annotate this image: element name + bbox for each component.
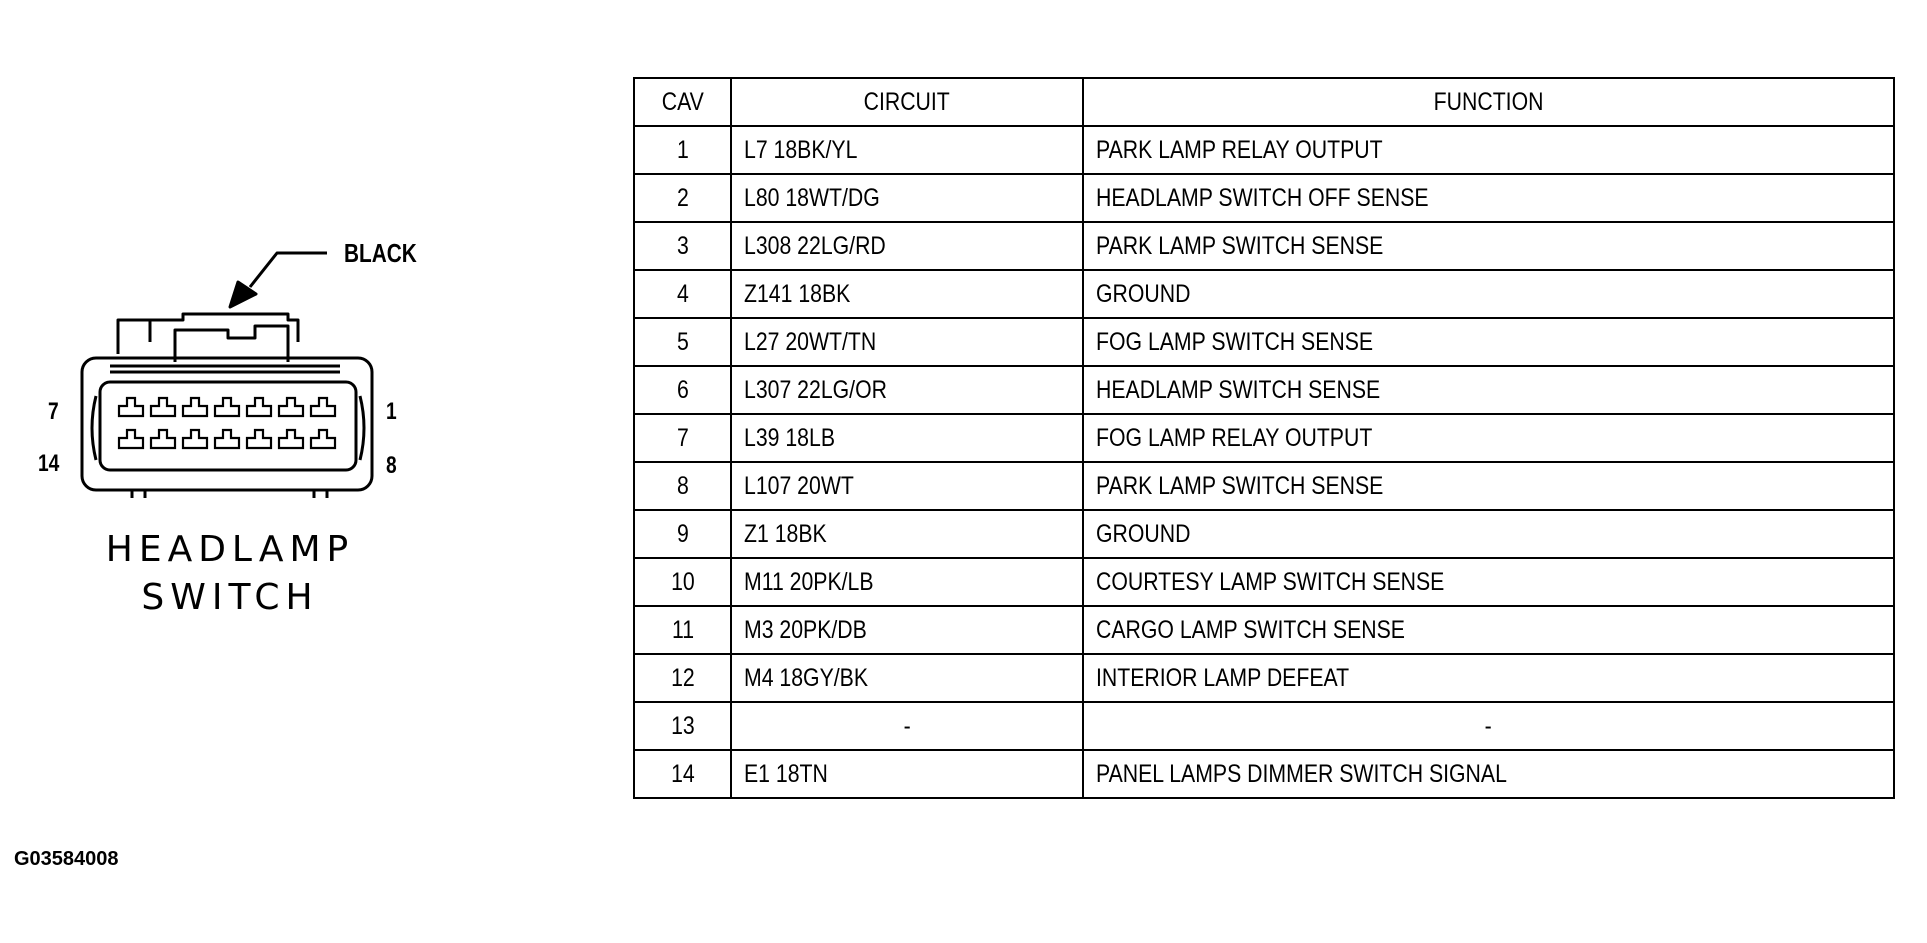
function-cell: PARK LAMP RELAY OUTPUT [1083, 126, 1894, 174]
connector-name-line2: SWITCH [141, 577, 319, 618]
cav-cell: 5 [634, 318, 731, 366]
table-row [634, 318, 1894, 366]
function-cell: HEADLAMP SWITCH OFF SENSE [1083, 174, 1894, 222]
function-cell: PARK LAMP SWITCH SENSE [1083, 462, 1894, 510]
cav-cell: 14 [634, 750, 731, 798]
circuit-cell: E1 18TN [731, 750, 1083, 798]
table-row [634, 174, 1894, 222]
table-row [634, 126, 1894, 174]
circuit-cell: M3 20PK/DB [731, 606, 1083, 654]
circuit-cell: - [731, 702, 1083, 750]
circuit-cell: L7 18BK/YL [731, 126, 1083, 174]
circuit-cell: L39 18LB [731, 414, 1083, 462]
connector-cavity-frame [100, 382, 356, 470]
circuit-cell: M11 20PK/LB [731, 558, 1083, 606]
cav-cell: 13 [634, 702, 731, 750]
cav-cell: 12 [634, 654, 731, 702]
table-row [634, 654, 1894, 702]
function-cell: PANEL LAMPS DIMMER SWITCH SIGNAL [1083, 750, 1894, 798]
connector-color-label: BLACK [344, 238, 417, 268]
cav-cell: 10 [634, 558, 731, 606]
table-header-row [634, 78, 1894, 126]
cav-cell: 11 [634, 606, 731, 654]
function-cell: HEADLAMP SWITCH SENSE [1083, 366, 1894, 414]
table-row [634, 558, 1894, 606]
table-row [634, 414, 1894, 462]
table-row [634, 222, 1894, 270]
function-cell: PARK LAMP SWITCH SENSE [1083, 222, 1894, 270]
pin-label-8: 8 [386, 452, 397, 479]
table-row [634, 270, 1894, 318]
table-row [634, 510, 1894, 558]
function-cell: GROUND [1083, 270, 1894, 318]
function-cell: FOG LAMP SWITCH SENSE [1083, 318, 1894, 366]
circuit-cell: L308 22LG/RD [731, 222, 1083, 270]
function-cell: - [1083, 702, 1894, 750]
header-circuit: CIRCUIT [731, 78, 1083, 126]
table-row [634, 462, 1894, 510]
circuit-cell: L307 22LG/OR [731, 366, 1083, 414]
connector-name-line1: HEADLAMP [105, 529, 355, 570]
cav-cell: 9 [634, 510, 731, 558]
cav-cell: 4 [634, 270, 731, 318]
circuit-cell: M4 18GY/BK [731, 654, 1083, 702]
cav-cell: 3 [634, 222, 731, 270]
pin-label-14: 14 [38, 450, 60, 477]
header-function: FUNCTION [1083, 78, 1894, 126]
header-cav: CAV [634, 78, 731, 126]
circuit-cell: Z141 18BK [731, 270, 1083, 318]
table-row [634, 750, 1894, 798]
connector-diagram [0, 0, 600, 520]
pinout-table [633, 77, 1895, 799]
function-cell: GROUND [1083, 510, 1894, 558]
pin-label-7: 7 [48, 398, 59, 425]
table-row [634, 366, 1894, 414]
pin-label-1: 1 [386, 398, 397, 425]
table-row [634, 606, 1894, 654]
function-cell: COURTESY LAMP SWITCH SENSE [1083, 558, 1894, 606]
terminal-row-bottom [119, 430, 335, 448]
circuit-cell: Z1 18BK [731, 510, 1083, 558]
circuit-cell: L27 20WT/TN [731, 318, 1083, 366]
circuit-cell: L107 20WT [731, 462, 1083, 510]
cav-cell: 1 [634, 126, 731, 174]
callout-arrow-icon [230, 253, 327, 307]
function-cell: FOG LAMP RELAY OUTPUT [1083, 414, 1894, 462]
function-cell: INTERIOR LAMP DEFEAT [1083, 654, 1894, 702]
cav-cell: 2 [634, 174, 731, 222]
table-row [634, 702, 1894, 750]
cav-cell: 6 [634, 366, 731, 414]
figure-id: G03584008 [14, 848, 119, 870]
function-cell: CARGO LAMP SWITCH SENSE [1083, 606, 1894, 654]
terminal-row-top [119, 398, 335, 416]
cav-cell: 7 [634, 414, 731, 462]
connector-latch [110, 314, 340, 372]
circuit-cell: L80 18WT/DG [731, 174, 1083, 222]
cav-cell: 8 [634, 462, 731, 510]
